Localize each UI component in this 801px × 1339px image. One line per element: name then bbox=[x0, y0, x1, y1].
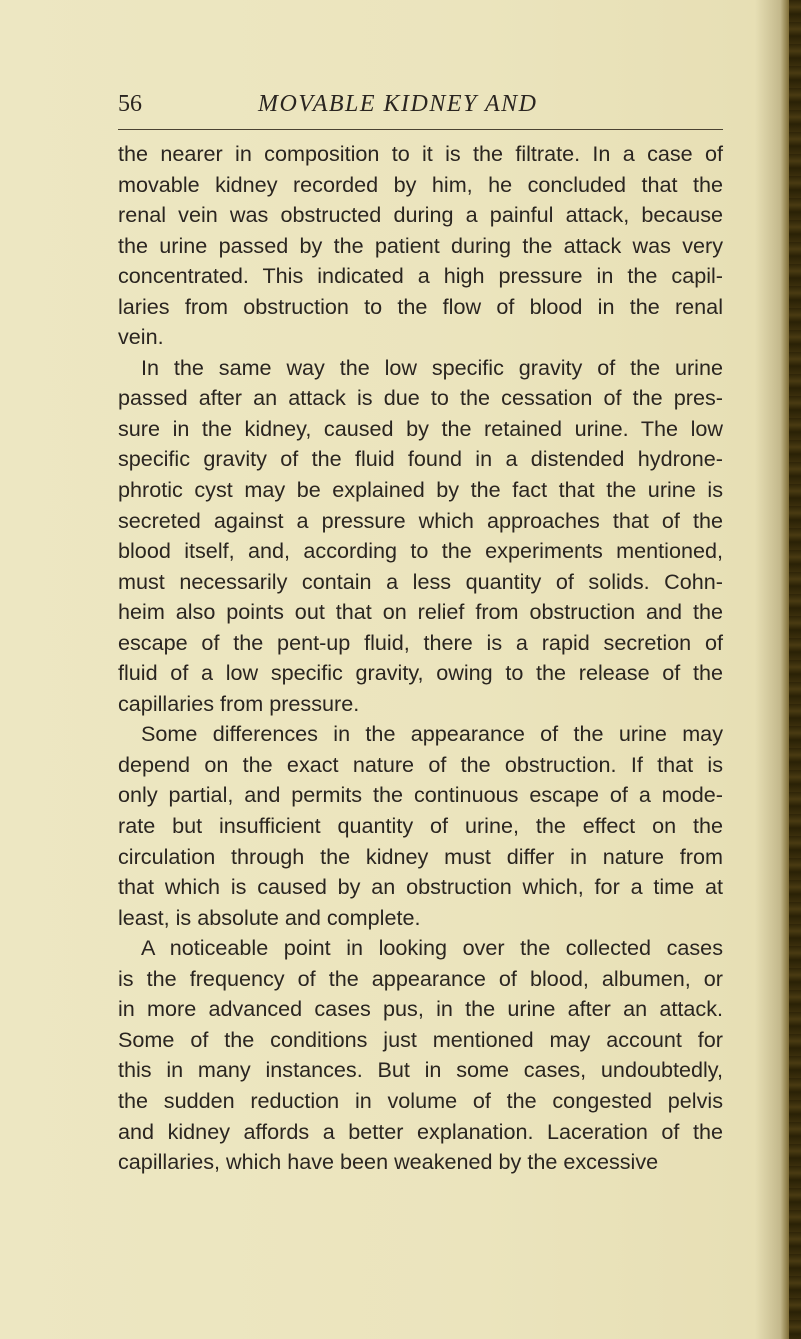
text-line: In the same way the low specific gravity of the urine bbox=[141, 354, 723, 380]
text-line: the urine passed by the patient during the attack was very bbox=[118, 232, 723, 258]
paragraph bbox=[118, 933, 723, 1177]
page-number: 56 bbox=[118, 91, 142, 117]
text-line: specific gravity of the fluid found in a distended hydrone- bbox=[118, 446, 723, 472]
text-line: A noticeable point in looking over the collected cases bbox=[141, 935, 723, 961]
text-line: the nearer in composition to it is the filtrate. In a case of bbox=[118, 141, 723, 166]
paragraph bbox=[118, 719, 723, 933]
text-line: only partial, and permits the continuous escape of a mode- bbox=[118, 782, 723, 808]
text-line: passed after an attack is due to the cessation of the pres- bbox=[118, 385, 723, 411]
text-line: must necessarily contain a less quantity of solids. Cohn- bbox=[118, 568, 723, 594]
text-line: the sudden reduction in volume of the congested pelvis bbox=[118, 1087, 723, 1113]
text-line: this in many instances. But in some cases, undoubtedly, bbox=[118, 1057, 723, 1083]
text-line: rate but insufficient quantity of urine, the effect on the bbox=[118, 813, 723, 839]
text-line: vein. bbox=[118, 324, 164, 350]
paragraph bbox=[118, 139, 723, 353]
body-text bbox=[118, 139, 723, 1178]
page-header bbox=[118, 88, 723, 128]
text-line: laries from obstruction to the flow of blood in the renal bbox=[118, 293, 723, 319]
text-line: sure in the kidney, caused by the retained urine. The low bbox=[118, 415, 723, 441]
text-line: Some differences in the appearance of the urine may bbox=[141, 721, 723, 747]
header-rule bbox=[118, 129, 723, 130]
text-line: is the frequency of the appearance of blood, albumen, or bbox=[118, 965, 723, 991]
book-binding-edge bbox=[789, 0, 801, 1339]
text-line: heim also points out that on relief from obstruction and the bbox=[118, 599, 723, 625]
running-head: MOVABLE KIDNEY AND bbox=[258, 91, 538, 117]
text-line: renal vein was obstructed during a painful attack, because bbox=[118, 202, 723, 228]
text-line: that which is caused by an obstruction which, for a time at bbox=[118, 874, 723, 900]
text-line: capillaries, which have been weakened by the excessive bbox=[118, 1149, 659, 1175]
text-line: in more advanced cases pus, in the urine after an attack. bbox=[118, 996, 723, 1022]
paragraph bbox=[118, 353, 723, 720]
text-line: movable kidney recorded by him, he concluded that the bbox=[118, 171, 723, 197]
text-line: phrotic cyst may be explained by the fact that the urine is bbox=[118, 477, 723, 503]
text-line: fluid of a low specific gravity, owing to the release of the bbox=[118, 660, 723, 686]
text-line: least, is absolute and complete. bbox=[118, 904, 421, 930]
text-line: circulation through the kidney must differ in nature from bbox=[118, 843, 723, 869]
text-line: depend on the exact nature of the obstruction. If that is bbox=[118, 751, 723, 777]
text-line: and kidney affords a better explanation. Laceration of the bbox=[118, 1118, 723, 1144]
text-line: capillaries from pressure. bbox=[118, 690, 360, 716]
text-line: concentrated. This indicated a high pressure in the capil- bbox=[118, 263, 723, 289]
text-line: Some of the conditions just mentioned may account for bbox=[118, 1026, 723, 1052]
text-line: blood itself, and, according to the experiments mentioned, bbox=[118, 538, 723, 564]
text-line: escape of the pent-up fluid, there is a rapid secretion of bbox=[118, 629, 723, 655]
text-line: secreted against a pressure which approaches that of the bbox=[118, 507, 723, 533]
